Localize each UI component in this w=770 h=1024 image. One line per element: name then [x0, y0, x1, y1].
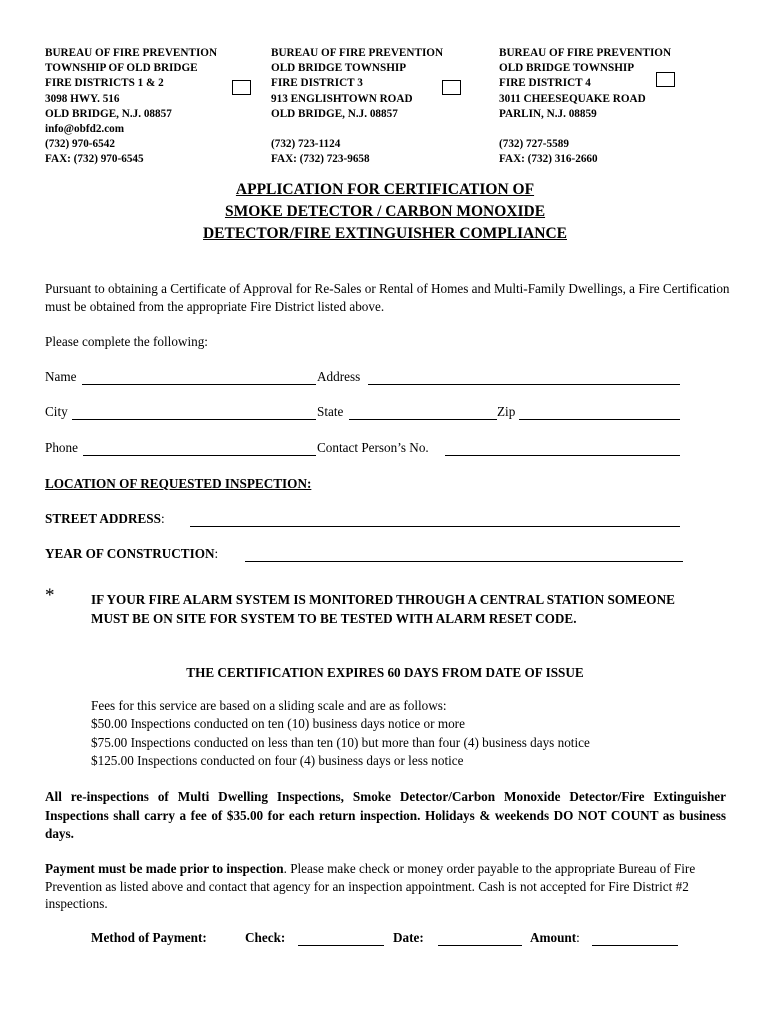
- district-4-checkbox[interactable]: [656, 72, 675, 87]
- date-label: Date:: [393, 930, 424, 945]
- expiration-notice: THE CERTIFICATION EXPIRES 60 DAYS FROM DATE OF ISSUE: [186, 665, 584, 680]
- header-col3-line: OLD BRIDGE TOWNSHIP: [499, 62, 635, 75]
- name-label: Name: [45, 369, 77, 384]
- year-field[interactable]: [245, 561, 683, 562]
- amount-label: Amount:: [530, 930, 580, 945]
- street-address-label: STREET ADDRESS:: [45, 511, 165, 526]
- header-col-2: [271, 46, 443, 168]
- header-col3-line: PARLIN, N.J. 08859: [499, 107, 597, 120]
- payment-paragraph: [45, 860, 735, 913]
- method-of-payment-label: Method of Payment:: [91, 930, 207, 945]
- form-title-line-3: DETECTOR/FIRE EXTINGUISHER COMPLIANCE: [202, 225, 568, 242]
- address-field[interactable]: [368, 384, 680, 385]
- header-col2-line: BUREAU OF FIRE PREVENTION: [271, 47, 444, 59]
- payment-rest-text: . Please make check or money order payable to the appropriate Bureau of Fire Prevention as listed above and contact that agency for an inspection appointment. Cash is not accepted for Fire District #2 inspections.: [45, 861, 696, 911]
- city-field[interactable]: [72, 419, 316, 420]
- header-col3-line: FIRE DISTRICT 4: [499, 77, 591, 90]
- asterisk-mark: *: [45, 585, 55, 606]
- street-address-field[interactable]: [190, 526, 680, 527]
- header-col2-line: 913 ENGLISHTOWN ROAD: [271, 92, 413, 105]
- date-field[interactable]: [438, 945, 522, 946]
- contact-field[interactable]: [445, 455, 680, 456]
- address-label: Address: [317, 369, 361, 384]
- header-col-3: [499, 46, 671, 168]
- phone-label: Phone: [45, 440, 78, 455]
- header-col1-line: 3098 HWY. 516: [45, 92, 120, 105]
- form-title-line-1: APPLICATION FOR CERTIFICATION OF: [235, 181, 535, 198]
- location-heading: LOCATION OF REQUESTED INSPECTION:: [45, 476, 312, 491]
- fees-list: [91, 697, 590, 771]
- header-col3-line: [499, 122, 671, 137]
- fee-tier-125: $125.00 Inspections conducted on four (4) business days or less notice: [91, 753, 464, 769]
- header-col1-line: FAX: (732) 970-6545: [45, 153, 144, 166]
- header-col1-line: BUREAU OF FIRE PREVENTION: [45, 47, 218, 59]
- check-label: Check:: [245, 930, 286, 945]
- header-col-1: [45, 46, 217, 168]
- fees-intro: Fees for this service are based on a sliding scale and are as follows:: [91, 698, 447, 713]
- header-col1-line: info@obfd2.com: [45, 122, 125, 135]
- district-3-checkbox[interactable]: [442, 80, 461, 95]
- reinspection-policy: All re-inspections of Multi Dwelling Inspections, Smoke Detector/Carbon Monoxide Detector/Fire Extinguisher Inspections shall carry a fee of $35.00 for each return inspection. Holidays & weekends DO NOT COUNT as business days.: [45, 789, 726, 841]
- check-field[interactable]: [298, 945, 384, 946]
- intro-paragraph: Pursuant to obtaining a Certificate of Approval for Re-Sales or Rental of Homes and Multi-Family Dwellings, a Fire Certification must be obtained from the appropriate Fire District listed above.: [45, 281, 730, 314]
- contact-label: Contact Person’s No.: [317, 440, 429, 455]
- header-col1-line: (732) 970-6542: [45, 138, 115, 151]
- header-col3-line: FAX: (732) 316-2660: [499, 153, 598, 166]
- payment-bold-text: Payment must be made prior to inspection: [45, 861, 284, 876]
- city-label: City: [45, 404, 68, 419]
- header-col2-line: [271, 122, 443, 137]
- fee-tier-75: $75.00 Inspections conducted on less than ten (10) but more than four (4) business days notice: [91, 734, 590, 750]
- name-field[interactable]: [82, 384, 316, 385]
- header-col2-line: FIRE DISTRICT 3: [271, 77, 363, 90]
- header-col1-line: OLD BRIDGE, N.J. 08857: [45, 107, 172, 120]
- header-col1-line: FIRE DISTRICTS 1 & 2: [45, 77, 164, 90]
- header-col1-line: TOWNSHIP OF OLD BRIDGE: [45, 62, 198, 75]
- district-1-2-checkbox[interactable]: [232, 80, 251, 95]
- amount-field[interactable]: [592, 945, 678, 946]
- zip-field[interactable]: [519, 419, 680, 420]
- alarm-system-note: IF YOUR FIRE ALARM SYSTEM IS MONITORED THROUGH A CENTRAL STATION SOMEONE MUST BE ON SITE FOR SYSTEM TO BE TESTED WITH ALARM RESET CODE.: [91, 592, 675, 626]
- state-field[interactable]: [349, 419, 497, 420]
- please-complete-text: Please complete the following:: [45, 334, 208, 349]
- header-col2-line: OLD BRIDGE TOWNSHIP: [271, 62, 407, 75]
- header-col2-line: FAX: (732) 723-9658: [271, 153, 370, 166]
- header-col3-line: (732) 727-5589: [499, 138, 569, 151]
- header-col3-line: BUREAU OF FIRE PREVENTION: [499, 47, 672, 59]
- zip-label: Zip: [497, 404, 516, 419]
- fee-tier-50: $50.00 Inspections conducted on ten (10) business days notice or more: [91, 716, 465, 732]
- header-col3-line: 3011 CHEESEQUAKE ROAD: [499, 92, 646, 105]
- header-col2-line: OLD BRIDGE, N.J. 08857: [271, 107, 398, 120]
- state-label: State: [317, 404, 344, 419]
- phone-field[interactable]: [83, 455, 316, 456]
- form-title-line-2: SMOKE DETECTOR / CARBON MONOXIDE: [224, 203, 546, 220]
- header-col2-line: (732) 723-1124: [271, 138, 341, 151]
- year-label: YEAR OF CONSTRUCTION:: [45, 546, 219, 561]
